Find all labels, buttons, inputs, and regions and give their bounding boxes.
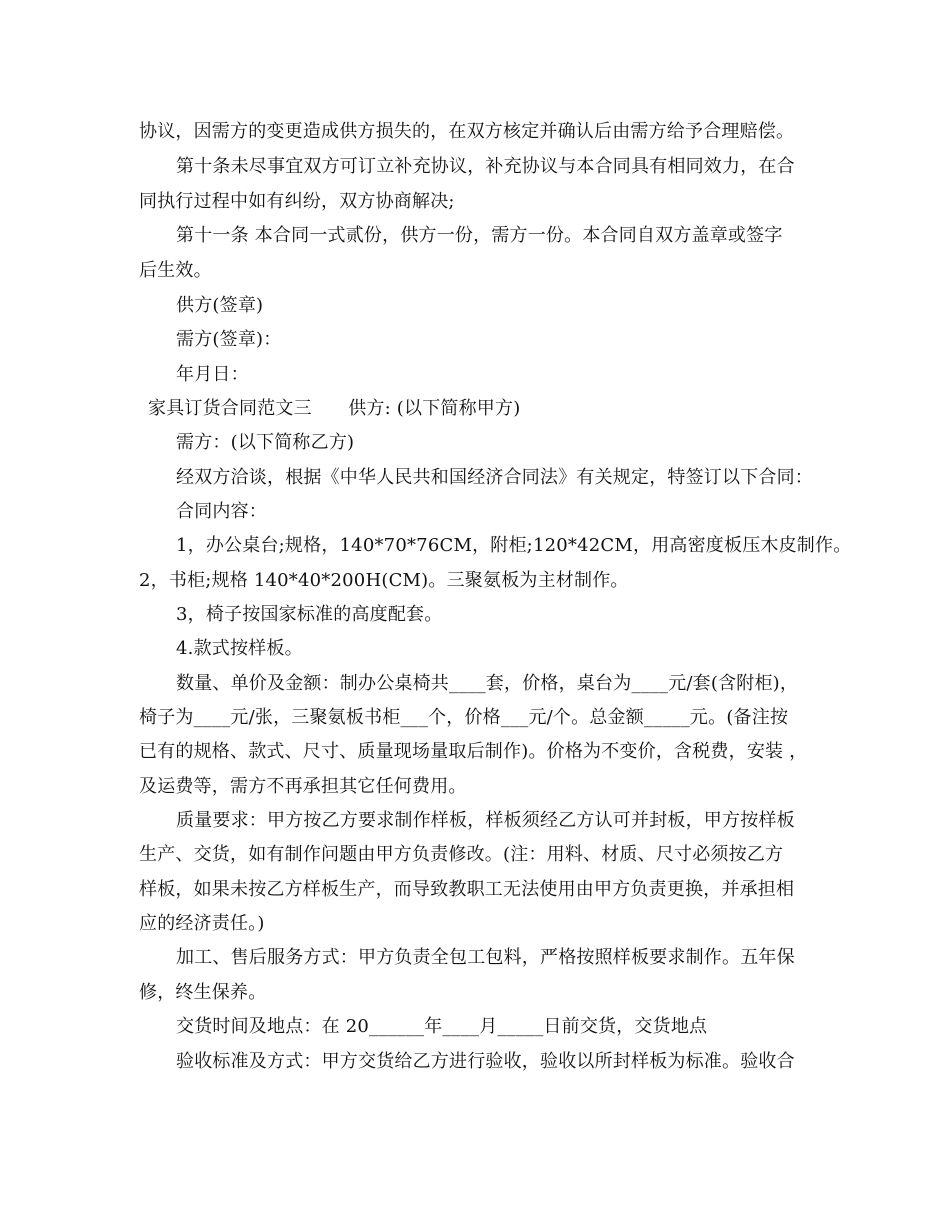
text-line: 样板，如果未按乙方样板生产，而导致教职工无法使用由甲方负责更换，并承担相: [139, 879, 795, 900]
text-line: 加工、售后服务方式：甲方负责全包工包料，严格按照样板要求制作。五年保: [176, 947, 795, 968]
text-line: 经双方洽谈，根据《中华人民共和国经济合同法》有关规定，特签订以下合同：: [176, 467, 813, 488]
text-line: 修，终生保养。: [139, 982, 267, 1003]
text-line: 协议，因需方的变更造成供方损失的，在双方核定并确认后由需方给予合理赔偿。: [139, 121, 795, 142]
list-item: 3，椅子按国家标准的高度配套。: [176, 604, 443, 625]
list-item: 4.款式按样板。: [176, 638, 303, 659]
text-line: 合同内容：: [176, 501, 267, 522]
text-line: 椅子为____元/张，三聚氨板书柜___个，价格___元/个。总金额_____元。(备注按: [139, 707, 789, 728]
text-line: 第十条未尽事宜双方可订立补充协议，补充协议与本合同具有相同效力，在合: [176, 156, 795, 177]
text-line: 生产、交货，如有制作问题由甲方负责修改。(注：用料、材质、尺寸必须按乙方: [139, 844, 784, 865]
text-line: 验收标准及方式：甲方交货给乙方进行验收，验收以所封样板为标准。验收合: [176, 1051, 795, 1072]
date-line: 年月日：: [176, 364, 249, 385]
text-line: 交货时间及地点：在 20______年____月_____日前交货，交货地点: [176, 1016, 708, 1037]
section-heading: 家具订货合同范文三 供方: (以下简称甲方): [148, 398, 521, 419]
text-line: 及运费等，需方不再承担其它任何费用。: [139, 776, 467, 797]
list-item: 1，办公桌台;规格，140*70*76CM，附柜;120*42CM，用高密度板压木皮制作。: [176, 535, 852, 556]
supplier-signature-line: 供方(签章): [176, 295, 264, 316]
text-line: 需方：(以下简称乙方): [176, 432, 355, 453]
text-line: 数量、单价及金额：制办公桌椅共____套，价格，桌台为____元/套(含附柜)，: [176, 673, 799, 694]
text-line: 后生效。: [139, 260, 212, 281]
text-line: 同执行过程中如有纠纷，双方协商解决;: [139, 191, 455, 212]
text-line: 质量要求：甲方按乙方要求制作样板，样板须经乙方认可并封板，甲方按样板: [176, 810, 795, 831]
list-item: 2，书柜;规格 140*40*200H(CM)。三聚氨板为主材制作。: [139, 570, 629, 591]
text-line: 第十一条 本合同一式贰份，供方一份，需方一份。本合同自双方盖章或签字: [176, 225, 783, 246]
buyer-signature-line: 需方(签章)：: [176, 329, 282, 350]
text-line: 应的经济责任。): [139, 913, 265, 934]
text-line: 已有的规格、款式、尺寸、质量现场量取后制作)。价格为不变价，含税费，安装 ，: [139, 741, 808, 762]
